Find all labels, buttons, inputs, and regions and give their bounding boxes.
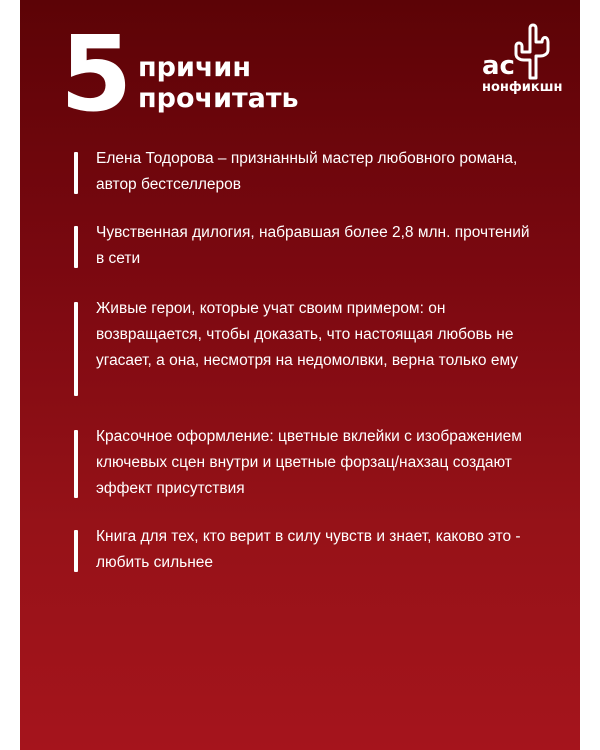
reason-text: Книга для тех, кто верит в силу чувств и знает, каково это - любить сильнее xyxy=(96,528,521,571)
reason-text: Елена Тодорова – признанный мастер любовного романа, автор бестселлеров xyxy=(96,150,518,193)
title-line-1: причин xyxy=(138,52,252,83)
reasons-count: 5 xyxy=(60,13,133,135)
reason-text: Живые герои, которые учат своим примером: он возвращается, чтобы доказать, что настоящая любовь не угасает, а она, несмотря на недомолвки, верна только ему xyxy=(96,300,519,369)
reason-bar xyxy=(74,226,78,268)
promo-card xyxy=(20,0,580,750)
logo-letters: ас xyxy=(482,51,515,81)
reason-bar xyxy=(74,430,78,498)
reason-bar xyxy=(74,152,78,194)
title-line-2: прочитать xyxy=(138,83,299,114)
reason-bar xyxy=(74,302,78,396)
reason-bar xyxy=(74,530,78,572)
logo-wordmark: нонфикшн xyxy=(482,80,563,95)
reason-text: Красочное оформление: цветные вклейки с изображением ключевых сцен внутри и цветные форзац/нахзац создают эффект присутствия xyxy=(96,428,522,497)
page-title xyxy=(138,52,299,114)
reason-text: Чувственная дилогия, набравшая более 2,8 млн. прочтений в сети xyxy=(96,224,530,267)
